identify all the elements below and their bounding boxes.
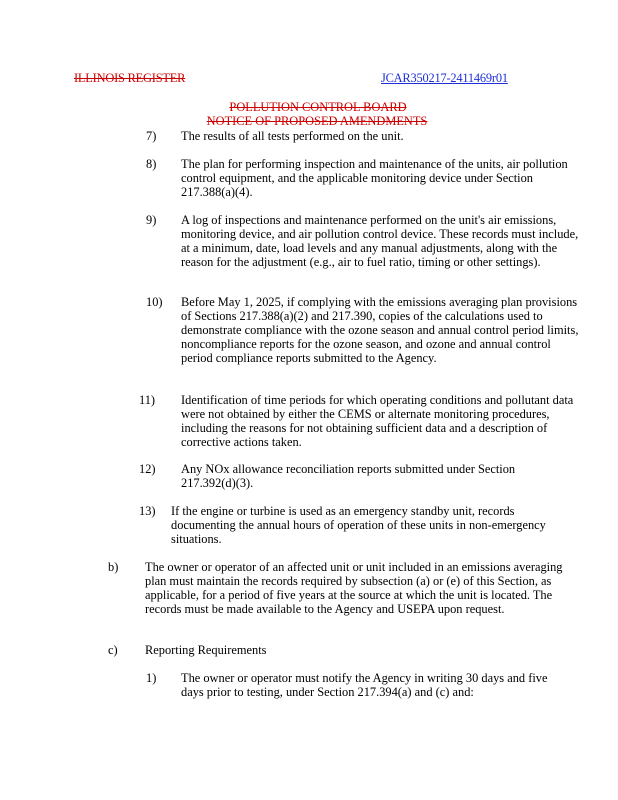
notice-title: NOTICE OF PROPOSED AMENDMENTS (206, 114, 428, 128)
item-text: Any NOx allowance reconciliation reports submitted under Section 217.392(d)(3). (181, 462, 516, 491)
item-text: The plan for performing inspection and maintenance of the units, air pollution control equipment, and the applicable monitoring device under Section 217.388(a)(4). (181, 157, 568, 200)
item-number: 12) (139, 462, 156, 476)
item-text: The owner or operator must notify the Agency in writing 30 days and five days prior to testing, under Section 217.394(a) and (c) and: (181, 671, 548, 700)
item-number: 8) (146, 157, 157, 171)
board-title: POLLUTION CONTROL BOARD (229, 100, 407, 114)
register-header: ILLINOIS REGISTER (74, 71, 186, 85)
item-text: Before May 1, 2025, if complying with the emissions averaging plan provisions of Sections 217.388(a)(2) and 217.390, copies of the calculations used to demonstrate compliance with the ozone season and annual control period limits, noncompliance reports for the ozone season, and ozone and annual control period compliance reports submitted to the Agency. (181, 295, 579, 366)
item-number: 9) (146, 213, 157, 227)
item-letter: c) (108, 643, 118, 657)
item-text: The owner or operator of an affected unit or unit included in an emissions averaging plan must maintain the records required by subsection (a) or (e) of this Section, as applicable, for a period of five years at the source at which the unit is located. The records must be made available to the Agency and USEPA upon request. (145, 560, 563, 617)
item-text: A log of inspections and maintenance performed on the unit's air emissions, monitoring device, and air pollution control device. These records must include, at a minimum, date, load levels and any manual adjustments, along with the reason for the adjustment (e.g., air to fuel ratio, timing or other settings). (181, 213, 579, 270)
item-letter: b) (108, 560, 119, 574)
section-heading: Reporting Requirements (145, 643, 267, 657)
item-text: If the engine or turbine is used as an emergency standby unit, records documenting the annual hours of operation of these units in non-emergency situations. (171, 504, 546, 547)
item-text: Identification of time periods for which operating conditions and pollutant data were not obtained by either the CEMS or alternate monitoring procedures, including the reasons for not obtaining sufficient data and a description of corrective actions taken. (181, 393, 574, 450)
document-code: JCAR350217-2411469r01 (381, 71, 508, 85)
item-number: 1) (146, 671, 157, 685)
item-text: The results of all tests performed on the unit. (181, 129, 404, 143)
item-number: 7) (146, 129, 157, 143)
item-number: 13) (139, 504, 156, 518)
item-number: 10) (146, 295, 163, 309)
item-number: 11) (139, 393, 156, 407)
